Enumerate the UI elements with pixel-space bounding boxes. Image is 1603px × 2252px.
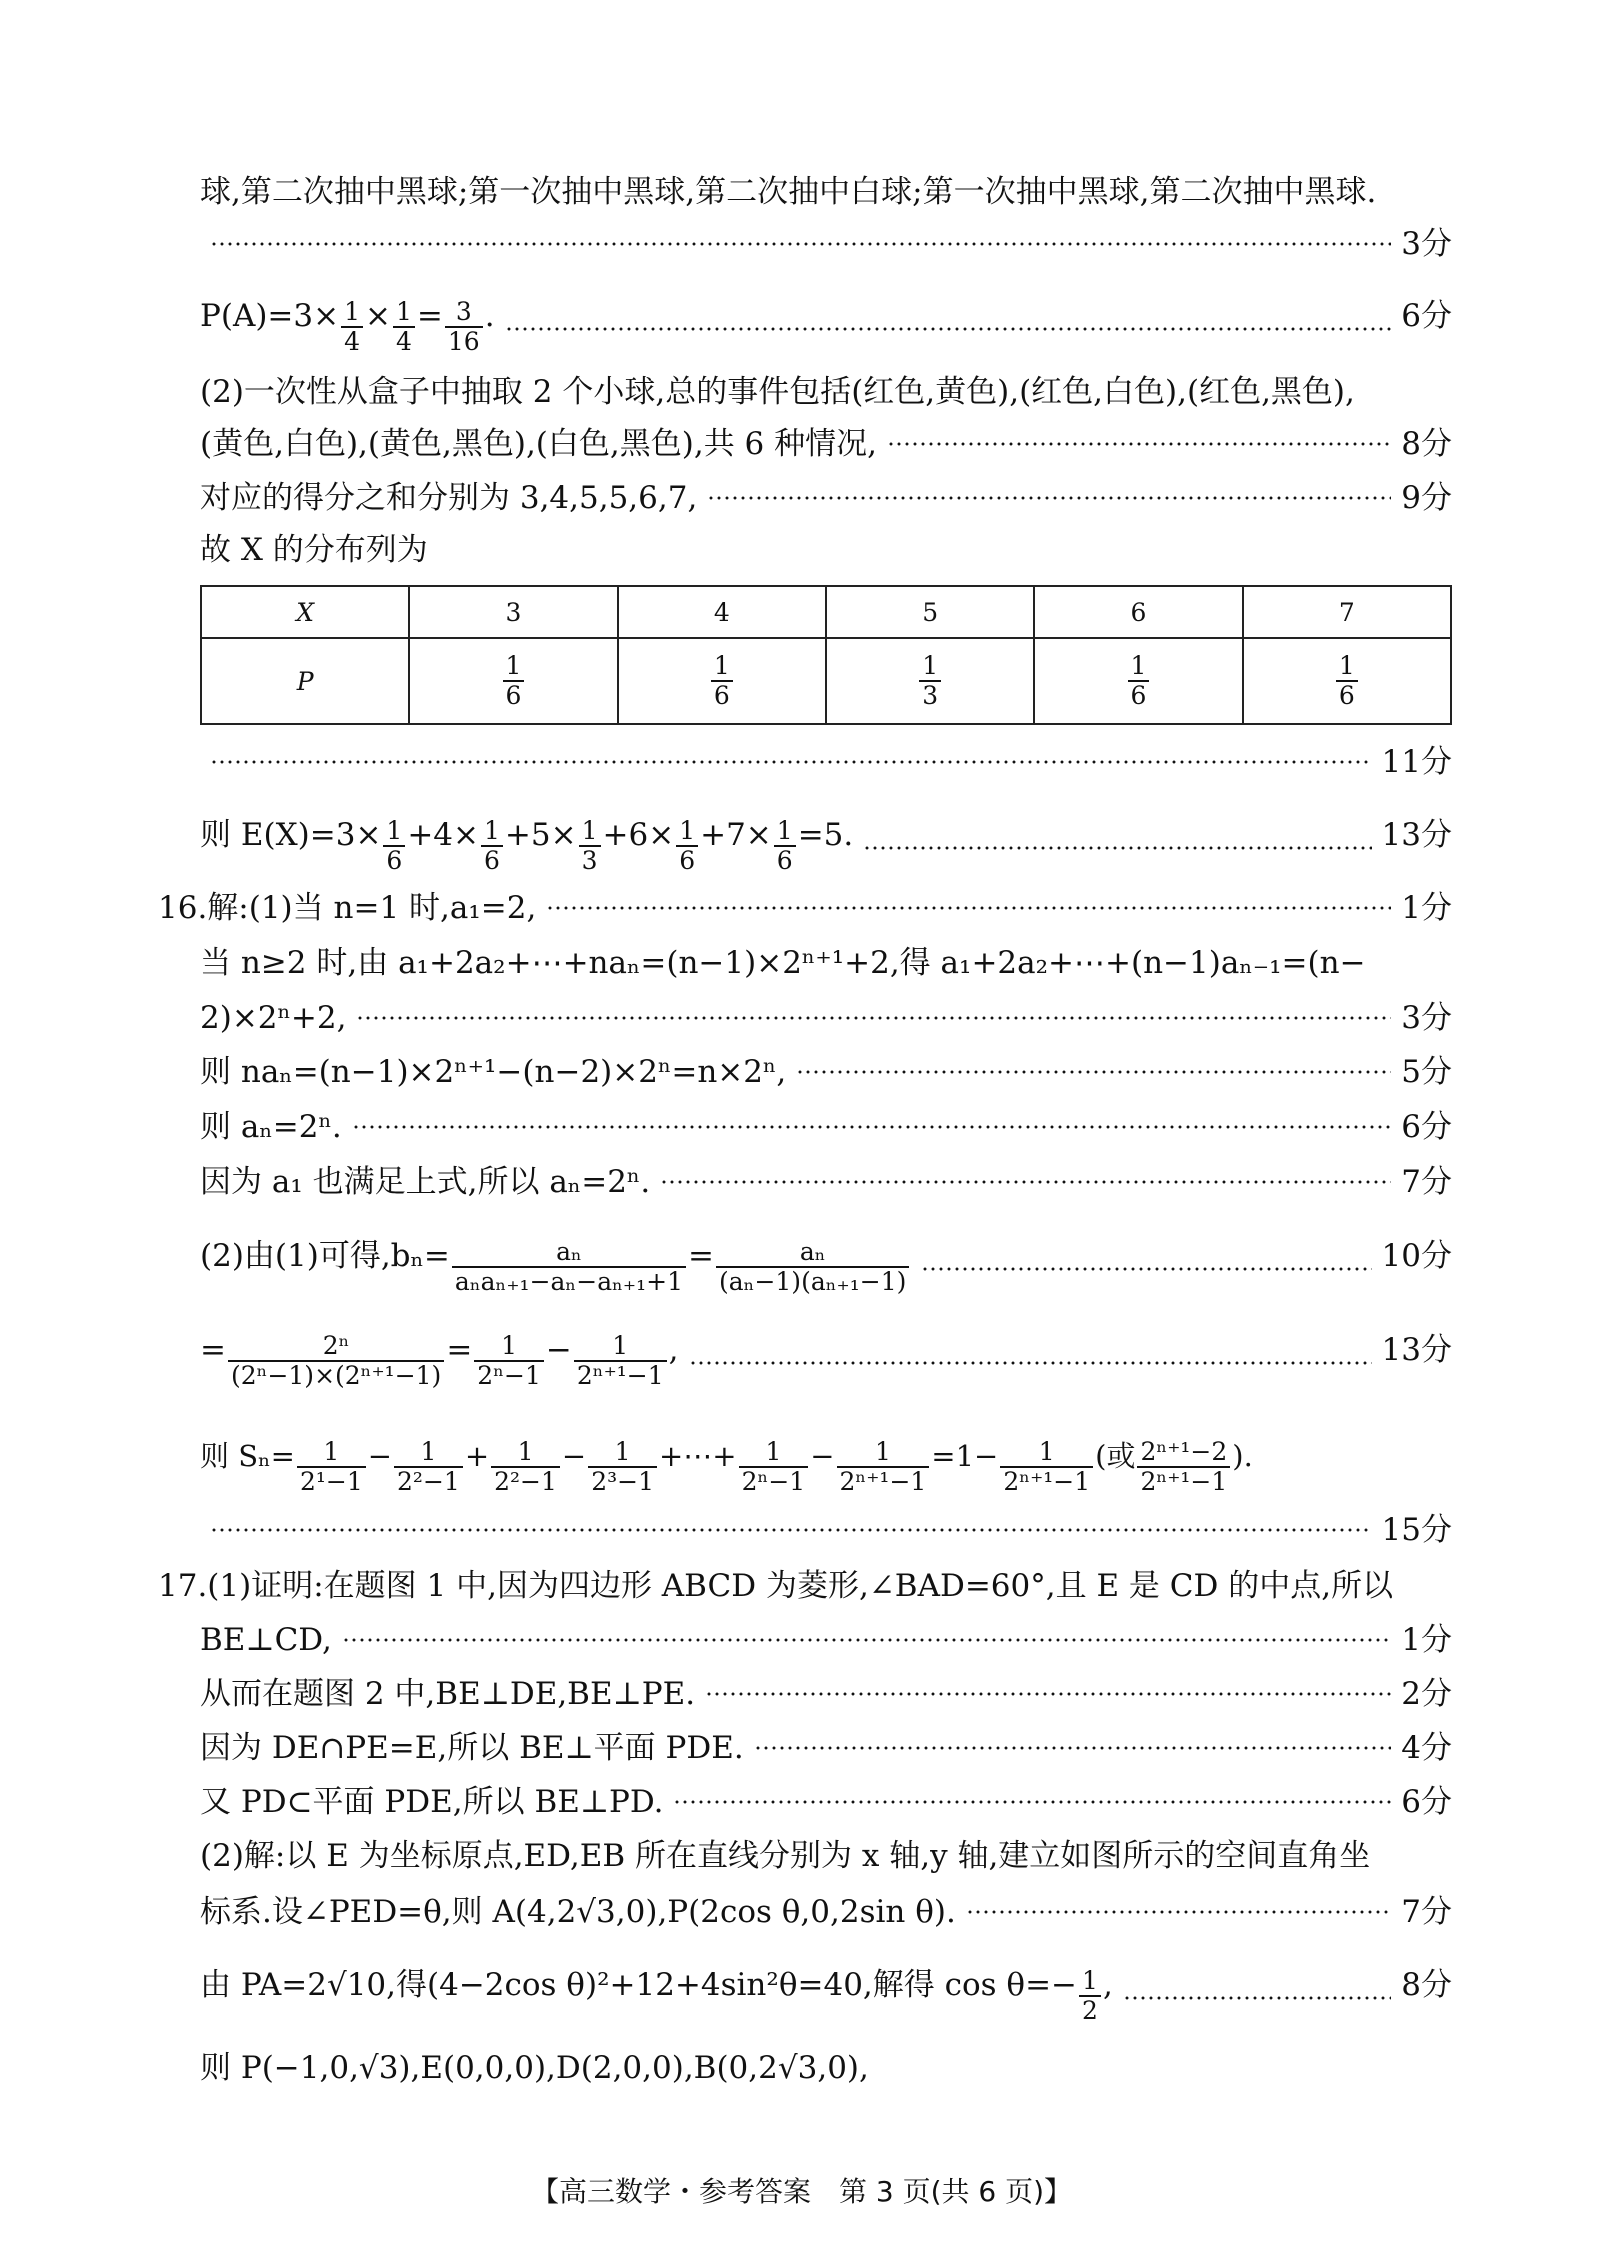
fraction: $\frac{1}{\text{2²−1}}$ — [394, 1438, 463, 1496]
text-line — [200, 372, 1452, 412]
line-text: = — [446, 1332, 473, 1368]
fraction: $\frac{1}{\text{2¹−1}}$ — [297, 1438, 366, 1496]
line-text: − — [367, 1439, 393, 1473]
fraction: $\frac{\text{aₙ}}{\text{(aₙ−1)(aₙ₊₁−1)}}$ — [716, 1238, 909, 1296]
text-line — [200, 1107, 1452, 1147]
score-line — [200, 224, 1452, 264]
fraction: $\frac{\text{2ⁿ⁺¹−2}}{\text{2ⁿ⁺¹−1}}$ — [1137, 1438, 1230, 1496]
line-text: 故 X 的分布列为 — [200, 532, 428, 568]
line-text: , — [668, 1332, 679, 1368]
fraction: $\frac{1}{3}$ — [579, 817, 601, 875]
line-text: (黄色,白色),(黄色,黑色),(白色,黑色),共 6 种情况, — [200, 426, 877, 462]
formula-line — [200, 815, 1452, 881]
score: 1分 — [1401, 1622, 1452, 1658]
dot-leader — [921, 1265, 1371, 1273]
table-cell: 5 — [826, 586, 1034, 638]
table-cell: $\frac{1}{6}$ — [409, 638, 617, 724]
line-text: +7× — [700, 817, 772, 853]
distribution-table — [200, 585, 1452, 725]
dot-leader — [689, 1359, 1372, 1367]
line-text: (或 — [1095, 1439, 1136, 1473]
line-text: 从而在题图 2 中,BE⊥DE,BE⊥PE. — [200, 1676, 696, 1712]
dot-leader — [356, 1014, 1391, 1022]
table-cell: 6 — [1034, 586, 1242, 638]
text-line — [200, 1052, 1452, 1092]
score: 9分 — [1401, 480, 1452, 516]
dot-leader — [342, 1636, 1391, 1644]
line-text: 因为 a₁ 也满足上式,所以 aₙ=2ⁿ. — [200, 1164, 651, 1200]
line-text: = — [688, 1238, 714, 1274]
line-text: 则 aₙ=2ⁿ. — [200, 1109, 342, 1145]
line-text: 标系.设∠PED=θ,则 A(4,2√3,0),P(2cos θ,0,2sin θ). — [200, 1894, 956, 1930]
line-text: BE⊥CD, — [200, 1622, 332, 1658]
fraction: $\frac{1}{\text{2ⁿ−1}}$ — [739, 1438, 809, 1496]
fraction: $\frac{1}{\text{2²−1}}$ — [491, 1438, 560, 1496]
score: 6分 — [1401, 1784, 1452, 1820]
dot-leader — [1123, 1994, 1391, 2002]
line-text: + — [464, 1439, 490, 1473]
text-line — [200, 998, 1452, 1038]
table-cell: $\frac{1}{6}$ — [618, 638, 826, 724]
score: 6分 — [1401, 1109, 1452, 1145]
fraction: $\frac{1}{6}$ — [383, 817, 405, 875]
dot-leader — [660, 1178, 1391, 1186]
line-text: =1− — [931, 1439, 999, 1473]
score-line — [200, 742, 1452, 782]
fraction: $\frac{3}{16}$ — [445, 298, 483, 356]
formula-line — [200, 1965, 1452, 2031]
score: 13分 — [1381, 1332, 1452, 1368]
line-text: − — [545, 1332, 572, 1368]
score: 10分 — [1381, 1238, 1452, 1274]
text-line — [200, 1162, 1452, 1202]
text-line — [200, 1892, 1452, 1932]
fraction: $\frac{1}{2}$ — [1079, 1967, 1101, 2025]
line-text: +4× — [407, 817, 480, 853]
fraction: $\frac{1}{\text{2ⁿ−1}}$ — [474, 1332, 544, 1390]
text-line — [200, 1674, 1452, 1714]
score: 3分 — [1401, 226, 1452, 262]
line-text: 又 PD⊂平面 PDE,所以 BE⊥PD. — [200, 1784, 664, 1820]
text-line — [200, 424, 1452, 464]
score: 4分 — [1401, 1730, 1452, 1766]
dot-leader — [887, 440, 1391, 448]
formula-line — [200, 296, 1452, 362]
dot-leader — [863, 844, 1371, 852]
text-line — [200, 1728, 1452, 1768]
score: 1分 — [1401, 890, 1452, 926]
line-text: = — [416, 298, 443, 334]
table-cell: P — [201, 638, 409, 724]
line-text: 16.解:(1)当 n=1 时,a₁=2, — [158, 890, 537, 926]
line-text: 17.(1)证明:在题图 1 中,因为四边形 ABCD 为菱形,∠BAD=60°,且 E 是 CD 的中点,所以 — [158, 1568, 1394, 1604]
text-line — [200, 2048, 1452, 2088]
dot-leader — [505, 325, 1392, 333]
text-line — [200, 478, 1452, 518]
line-text: 2)×2ⁿ+2, — [200, 1000, 347, 1036]
score: 8分 — [1401, 426, 1452, 462]
dot-leader — [546, 904, 1391, 912]
score: 7分 — [1401, 1164, 1452, 1200]
fraction: $\frac{1}{4}$ — [341, 298, 363, 356]
dot-leader — [210, 240, 1391, 248]
text-line — [200, 530, 1452, 570]
text-line — [200, 172, 1452, 212]
line-text: 当 n≥2 时,由 a₁+2a₂+⋯+naₙ=(n−1)×2ⁿ⁺¹+2,得 a₁+2a₂+⋯+(n−1)aₙ₋₁=(n− — [200, 945, 1366, 981]
line-text: 由 PA=2√10,得(4−2cos θ)²+12+4sin²θ=40,解得 cos θ=− — [200, 1967, 1078, 2003]
line-text: (2)解:以 E 为坐标原点,ED,EB 所在直线分别为 x 轴,y 轴,建立如图所示的空间直角坐 — [200, 1838, 1371, 1874]
line-text: , — [1102, 1967, 1113, 2003]
line-text: . — [484, 298, 495, 334]
text-line — [158, 1566, 1452, 1606]
text-line — [158, 888, 1452, 928]
text-line — [200, 1836, 1452, 1876]
table-cell: 7 — [1243, 586, 1451, 638]
table-row — [201, 586, 1451, 638]
score: 3分 — [1401, 1000, 1452, 1036]
dot-leader — [966, 1908, 1391, 1916]
dot-leader — [796, 1068, 1391, 1076]
dot-leader — [705, 1690, 1391, 1698]
dot-leader — [754, 1744, 1392, 1752]
line-text: +5× — [504, 817, 577, 853]
fraction: $\frac{1}{\text{2ⁿ⁺¹−1}}$ — [1000, 1438, 1093, 1496]
table-cell: 3 — [409, 586, 617, 638]
fraction: $\frac{1}{4}$ — [393, 298, 415, 356]
line-text: 则 P(−1,0,√3),E(0,0,0),D(2,0,0),B(0,2√3,0), — [200, 2050, 869, 2086]
score: 8分 — [1401, 1967, 1452, 2003]
dot-leader — [210, 1526, 1372, 1534]
score-line — [200, 1510, 1452, 1550]
score: 7分 — [1401, 1894, 1452, 1930]
line-text: 对应的得分之和分别为 3,4,5,5,6,7, — [200, 480, 698, 516]
table-cell: $\frac{1}{3}$ — [826, 638, 1034, 724]
score: 6分 — [1401, 298, 1452, 334]
line-text: − — [810, 1439, 835, 1473]
line-text: 则 Sₙ= — [200, 1439, 295, 1473]
line-text: (2)一次性从盒子中抽取 2 个小球,总的事件包括(红色,黄色),(红色,白色),(红色,黑色), — [200, 374, 1355, 410]
line-text: = — [200, 1332, 226, 1368]
formula-line — [200, 1330, 1452, 1396]
line-text: − — [561, 1439, 587, 1473]
line-text: 则 E(X)=3× — [200, 817, 382, 853]
dot-leader — [707, 494, 1391, 502]
line-text: 因为 DE∩PE=E,所以 BE⊥平面 PDE. — [200, 1730, 744, 1766]
score: 5分 — [1401, 1054, 1452, 1090]
page-footer: 【高三数学・参考答案 第 3 页(共 6 页)】 — [530, 2175, 1073, 2208]
line-text: (2)由(1)可得,bₙ= — [200, 1238, 450, 1274]
score: 15分 — [1381, 1512, 1452, 1548]
fraction: $\frac{1}{6}$ — [481, 817, 503, 875]
dot-leader — [673, 1798, 1391, 1806]
line-text: =5. — [797, 817, 854, 853]
dot-leader — [352, 1123, 1392, 1131]
table-cell: $\frac{1}{6}$ — [1034, 638, 1242, 724]
text-line — [200, 1782, 1452, 1822]
score: 2分 — [1401, 1676, 1452, 1712]
table-cell: X — [201, 586, 409, 638]
text-line — [200, 1620, 1452, 1660]
table-cell: 4 — [618, 586, 826, 638]
line-text: P(A)=3× — [200, 298, 340, 334]
fraction: $\frac{1}{6}$ — [774, 817, 796, 875]
fraction: $\frac{1}{6}$ — [676, 817, 698, 875]
table-cell: $\frac{1}{6}$ — [1243, 638, 1451, 724]
text-line — [200, 943, 1452, 983]
line-text: × — [365, 298, 391, 334]
formula-line — [200, 1236, 1452, 1302]
table-row — [201, 638, 1451, 724]
line-text: ). — [1232, 1439, 1253, 1473]
fraction: $\frac{\text{aₙ}}{\text{aₙaₙ₊₁−aₙ−aₙ₊₁+1}}$ — [452, 1238, 686, 1296]
line-text: 则 naₙ=(n−1)×2ⁿ⁺¹−(n−2)×2ⁿ=n×2ⁿ, — [200, 1054, 787, 1090]
line-text: +⋯+ — [659, 1439, 737, 1473]
score: 13分 — [1381, 817, 1452, 853]
fraction: $\frac{1}{\text{2ⁿ⁺¹−1}}$ — [837, 1438, 930, 1496]
dot-leader — [210, 758, 1372, 766]
fraction: $\frac{\text{2ⁿ}}{\text{(2ⁿ−1)×(2ⁿ⁺¹−1)}}$ — [228, 1332, 444, 1390]
fraction: $\frac{1}{\text{2ⁿ⁺¹−1}}$ — [574, 1332, 667, 1390]
line-text: 球,第二次抽中黑球;第一次抽中黑球,第二次抽中白球;第一次抽中黑球,第二次抽中黑球. — [200, 174, 1377, 210]
fraction: $\frac{1}{\text{2³−1}}$ — [588, 1438, 657, 1496]
formula-line — [200, 1436, 1452, 1502]
score: 11分 — [1381, 744, 1452, 780]
line-text: +6× — [602, 817, 675, 853]
